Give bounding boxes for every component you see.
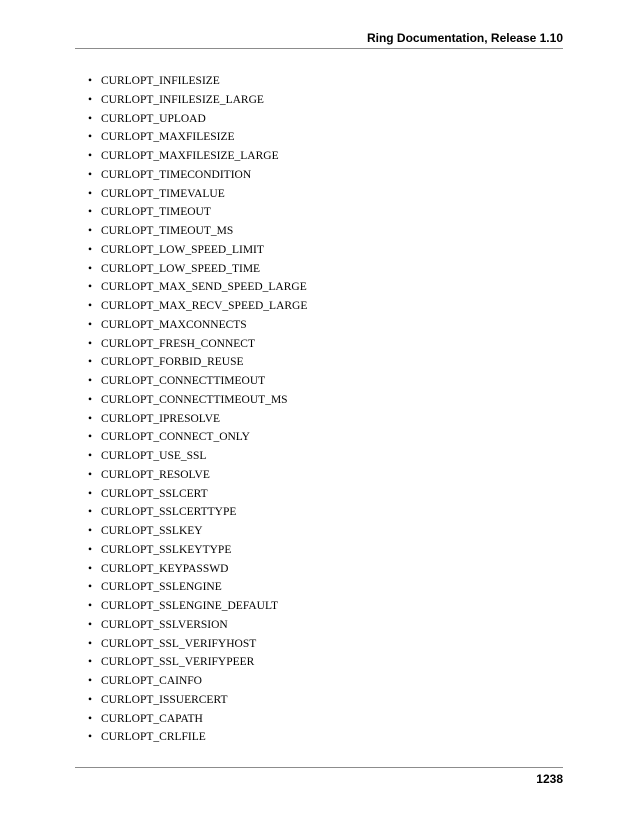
list-item-label: CURLOPT_TIMEOUT (101, 206, 211, 219)
bullet-icon: • (88, 187, 93, 200)
bullet-icon: • (88, 412, 93, 425)
list-item-label: CURLOPT_RESOLVE (101, 468, 210, 481)
list-item (88, 428, 307, 447)
list-item-label: CURLOPT_USE_SSL (101, 450, 207, 462)
list-item (88, 110, 307, 129)
list-item (88, 278, 307, 297)
bullet-icon: • (88, 731, 93, 744)
footer-divider (75, 767, 563, 768)
page-number: 1238 (536, 772, 563, 786)
list-item-label: CURLOPT_MAX_RECV_SPEED_LARGE (101, 300, 308, 312)
bullet-icon: • (88, 281, 93, 294)
list-item-label: CURLOPT_SSLKEYTYPE (101, 543, 232, 556)
bullet-icon: • (88, 168, 93, 181)
header-divider (75, 48, 563, 49)
list-item-label: CURLOPT_MAX_SEND_SPEED_LARGE (101, 281, 307, 294)
list-item (88, 635, 307, 654)
bullet-icon: • (88, 93, 93, 106)
list-item (88, 72, 307, 91)
list-item-label: CURLOPT_IPRESOLVE (101, 412, 221, 425)
bullet-icon: • (88, 75, 93, 87)
list-item-label: CURLOPT_CAPATH (101, 712, 203, 725)
list-item (88, 372, 307, 391)
list-item-label: CURLOPT_FORBID_REUSE (101, 356, 244, 369)
list-item (88, 466, 307, 485)
bullet-icon: • (88, 262, 93, 275)
bullet-icon: • (88, 693, 93, 706)
list-item (88, 578, 307, 597)
bullet-icon: • (88, 506, 93, 519)
list-item-label: CURLOPT_SSLENGINE_DEFAULT (101, 600, 278, 612)
bullet-icon: • (88, 712, 93, 725)
list-item (88, 166, 307, 185)
running-header-title: Ring Documentation, Release 1.10 (366, 31, 563, 45)
list-item (88, 222, 307, 241)
list-item-label: CURLOPT_SSL_VERIFYPEER (101, 656, 255, 669)
list-item (88, 447, 307, 466)
list-item-label: CURLOPT_SSL_VERIFYHOST (101, 637, 257, 650)
list-item-label: CURLOPT_KEYPASSWD (101, 562, 229, 575)
bullet-icon: • (88, 112, 93, 125)
bullet-icon: • (88, 337, 93, 350)
list-item-label: CURLOPT_UPLOAD (101, 112, 206, 125)
bullet-icon: • (88, 318, 93, 331)
list-item (88, 691, 307, 710)
list-item (88, 297, 307, 316)
bullet-icon: • (88, 525, 93, 537)
list-item (88, 616, 307, 635)
bullet-icon: • (88, 618, 93, 631)
bullet-icon: • (88, 468, 93, 481)
list-item (88, 185, 307, 204)
bullet-icon: • (88, 150, 93, 162)
list-item (88, 503, 307, 522)
bullet-icon: • (88, 656, 93, 669)
list-item (88, 316, 307, 335)
list-item (88, 653, 307, 672)
list-item-label: CURLOPT_ISSUERCERT (101, 693, 228, 706)
list-item-label: CURLOPT_CAINFO (101, 675, 202, 687)
list-item-label: CURLOPT_LOW_SPEED_LIMIT (101, 243, 264, 256)
list-item-label: CURLOPT_MAXFILESIZE_LARGE (101, 150, 279, 162)
bullet-icon: • (88, 581, 93, 594)
list-item-label: CURLOPT_MAXCONNECTS (101, 318, 247, 331)
bullet-icon: • (88, 131, 93, 144)
list-item-label: CURLOPT_INFILESIZE (101, 75, 220, 87)
list-item (88, 410, 307, 429)
list-item-label: CURLOPT_TIMEOUT_MS (101, 225, 234, 237)
list-item (88, 522, 307, 541)
bullet-icon: • (88, 300, 93, 312)
bullet-icon: • (88, 487, 93, 500)
list-item (88, 710, 307, 729)
bullet-icon: • (88, 637, 93, 650)
list-item (88, 260, 307, 279)
bullet-icon: • (88, 375, 93, 387)
list-item (88, 353, 307, 372)
list-item (88, 391, 307, 410)
list-item-label: CURLOPT_CONNECTTIMEOUT (101, 375, 266, 387)
bullet-icon: • (88, 243, 93, 256)
list-item-label: CURLOPT_SSLCERTTYPE (101, 506, 237, 519)
list-item (88, 241, 307, 260)
bullet-icon: • (88, 600, 93, 612)
list-item (88, 147, 307, 166)
list-item (88, 728, 307, 747)
bullet-icon: • (88, 675, 93, 687)
list-item-label: CURLOPT_FRESH_CONNECT (101, 337, 255, 350)
list-item (88, 541, 307, 560)
list-item-label: CURLOPT_CONNECT_ONLY (101, 431, 250, 444)
list-item-label: CURLOPT_SSLCERT (101, 487, 208, 500)
bullet-icon: • (88, 450, 93, 462)
list-item-label: CURLOPT_CONNECTTIMEOUT_MS (101, 393, 288, 406)
list-item-label: CURLOPT_MAXFILESIZE (101, 131, 235, 144)
list-item-label: CURLOPT_LOW_SPEED_TIME (101, 262, 261, 275)
list-item (88, 128, 307, 147)
list-item (88, 672, 307, 691)
list-item-label: CURLOPT_INFILESIZE_LARGE (101, 93, 264, 106)
bullet-icon: • (88, 225, 93, 237)
curl-option-list (88, 72, 307, 747)
list-item-label: CURLOPT_SSLENGINE (101, 581, 222, 594)
list-item-label: CURLOPT_TIMECONDITION (101, 168, 252, 181)
list-item-label: CURLOPT_CRLFILE (101, 731, 206, 744)
list-item (88, 203, 307, 222)
list-item (88, 597, 307, 616)
list-item-label: CURLOPT_SSLVERSION (101, 618, 228, 631)
list-item (88, 560, 307, 579)
bullet-icon: • (88, 431, 93, 444)
list-item-label: CURLOPT_SSLKEY (101, 525, 203, 537)
list-item (88, 91, 307, 110)
list-item-label: CURLOPT_TIMEVALUE (101, 187, 225, 200)
bullet-icon: • (88, 206, 93, 219)
bullet-icon: • (88, 543, 93, 556)
bullet-icon: • (88, 562, 93, 575)
list-item (88, 335, 307, 354)
bullet-icon: • (88, 356, 93, 369)
list-item (88, 485, 307, 504)
bullet-icon: • (88, 393, 93, 406)
